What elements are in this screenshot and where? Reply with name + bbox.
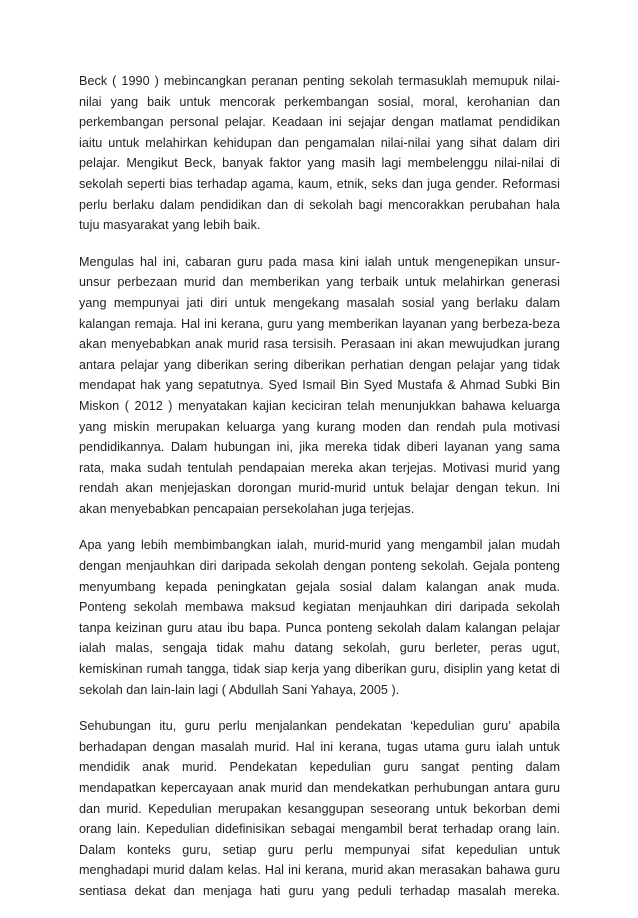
paragraph-2: Mengulas hal ini, cabaran guru pada masa kini ialah untuk mengenepikan unsur-unsur perbezaan murid dan memberikan yang terbaik untuk melahirkan generasi yang mempunyai jati diri untuk mengekang masalah sosial yang berlaku dalam kalangan remaja. Hal ini kerana, guru yang memberikan layanan yang berbeza-beza akan menyebabkan anak murid rasa tersisih. Perasaan ini akan mewujudkan jurang antara pelajar yang diberikan sering diberikan perhatian dengan pelajar yang tidak mendapat hak yang sepatutnya. Syed Ismail Bin Syed Mustafa & Ahmad Subki Bin Miskon ( 2012 ) menyatakan kajian keciciran telah menunjukkan bahawa keluarga yang miskin merupakan keluarga yang kurang moden dan rendah pula motivasi pendidikannya. Dalam hubungan ini, jika mereka tidak diberi layanan yang sama rata, maka sudah tentulah pendapaian mereka akan terjejas. Motivasi murid yang rendah akan menjejaskan dorongan murid-murid untuk belajar dengan tekun. Ini akan menyebabkan pencapaian persekolahan juga terjejas. bbox=[79, 254, 560, 516]
paragraph-4: Sehubungan itu, guru perlu menjalankan pendekatan ‘kepedulian guru’ apabila berhadapan dengan masalah murid. Hal ini kerana, tugas utama guru ialah untuk mendidik anak murid. Pendekatan kepedulian guru sangat penting dalam mendapatkan kepercayaan anak murid dan mendekatkan perhubungan antara guru dan murid. Kepedulian merupakan kesanggupan seseorang untuk bekorban demi orang lain. Kepedulian didefinisikan sebagai mengambil berat terhadap orang lain. Dalam konteks guru, setiap guru perlu mempunyai sifat kepedulian untuk menghadapi murid dalam kelas. Hal ini kerana, murid akan merasakan bahawa guru sentiasa dekat dan menjaga hati guru yang peduli terhadap masalah mereka. bbox=[79, 719, 560, 898]
paragraph-3: Apa yang lebih membimbangkan ialah, murid-murid yang mengambil jalan mudah dengan menjauhkan diri daripada sekolah dengan ponteng sekolah. Gejala ponteng menyumbang kepada peningkatan gejala sosial dalam kalangan anak muda. Ponteng sekolah membawa maksud kegiatan menjauhkan diri daripada sekolah tanpa keizinan guru atau ibu bapa. Punca ponteng sekolah dalam kalangan pelajar ialah malas, sengaja tidak mahu datang sekolah, guru berleter, peras ugut, kemiskinan rumah tangga, tidak siap kerja yang diberikan guru, disiplin yang ketat di sekolah dan lain-lain lagi ( Abdullah Sani Yahaya, 2005 ). bbox=[79, 538, 560, 697]
paragraph-1: Beck ( 1990 ) mebincangkan peranan penting sekolah termasuklah memupuk nilai-nilai yang baik untuk mencorak perkembangan sosial, moral, kerohanian dan perkembangan personal pelajar. Keadaan ini sejajar dengan matlamat pendidikan iaitu untuk melahirkan kehidupan dan pengamalan nilai-nilai yang sihat dalam diri pelajar. Mengikut Beck, banyak faktor yang masih lagi membelenggu nilai-nilai di sekolah seperti bias terhadap agama, kaum, etnik, seks dan juga gender. Reformasi perlu berlaku dalam pendidikan dan di sekolah bagi mencorakkan perubahan hala tuju masyarakat yang lebih baik. bbox=[79, 74, 560, 233]
document-page bbox=[79, 71, 560, 918]
